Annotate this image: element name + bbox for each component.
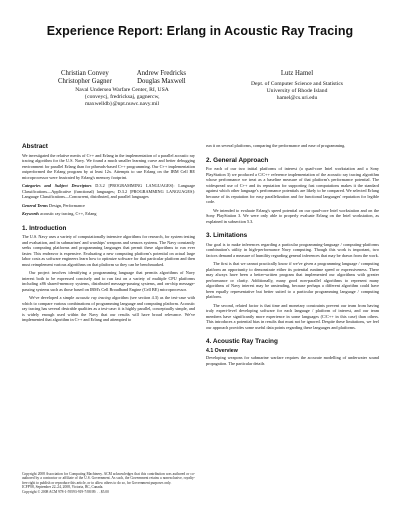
copyright-text: Copyright 2008 Association for Computing Machinery. ACM acknowledges that this contribution was authored or co-authored by a contractor or affiliate of the U.S. Government. As such, the Government retains a nonexclusive, royalty-free right to publish or reproduce this article, or to allow others to do so, for Government purposes only. (22, 472, 195, 485)
general-approach-paragraph: For each of our two initial platforms of interest (a quad-core Intel workstation and a Sony PlayStation 3) we produced a C/C++ reference implementation of the acoustic ray tracing algorithm whose performance we treat as a baseline measure of that platform's performance potential. The widespread use of C++ and its reputation for supporting fast computations makes it the standard against which other language's performance potentials are likely to be compared. We selected Erlang because of its reputation for easy parallelization and for functional languages' reputation for legible code. (206, 166, 379, 205)
limitations-paragraph: The second, related factor is that time and monetary constraints prevent our team from having truly expert-level developing software for each language / platform of interest, and our team members have significantly more experience in some languages (C/C++ in this case) than others. This introduces a potential bias in results that must not be ignored. Despite these limitations, we feel our approach provides some useful data points regarding these languages and platforms. (206, 302, 379, 330)
author-email: hamel@cs.uri.edu (276, 95, 318, 102)
general-terms-label: General Terms (22, 202, 48, 208)
limitations-paragraph: The first is that we cannot practically know if we've given a programming language / computing platform an opportunity to demonstrate either its potential runtime speed or expressiveness. There may always have been a better-written program that implemented our algorithms with greater performance or clarity. Additionally, many good non-parallel algorithms to represent many algorithms of Navy interest may be unsteading, because perhaps a different algorithm could have been equally representative but better suited to a particular programming language / computing platform. (206, 261, 379, 300)
general-approach-paragraph: We intended to evaluate Erlang's speed potential on our quad-core Intel workstation and on the Sony PlayStation 3. We were only able to properly evaluate Erlang on the Intel workstation, as explained in subsection 5.3. (206, 207, 379, 224)
author-group-uri (232, 70, 362, 102)
emphasis-text: acoustic ray tracing (75, 295, 111, 301)
left-column (22, 143, 195, 326)
text-run: We've developed a simple (29, 295, 76, 301)
author-names-column-a (58, 70, 112, 87)
author-names-column-b (137, 70, 186, 87)
author-name: Andrew Fredricks (136, 70, 186, 77)
overview-paragraph: Developing weapons for submarine warfare requires the accurate modelling of underwater sound propagation. The particular details (206, 355, 379, 366)
categories-text: D.3.2 [PROGRAMMING LANGUAGES]: Language Classifications—Applicative (functional) languages; D.3.2 [PROGRAMMING LANGUAGES]: Language Classifications—Concurrent, distributed, and parallel languages (22, 183, 195, 200)
copyright-line: Copyright © 2008 ACM 978-1-59593-919-7/08/09. . . $5.00 (22, 489, 109, 494)
categories-paragraph (22, 183, 195, 200)
limitations-heading: 3. Limitations (206, 232, 248, 240)
keywords-label: Keywords (22, 211, 39, 217)
copyright-notice (22, 472, 195, 494)
conference-info: ICFP'08, September 22–24, 2008, Victoria, BC, Canada. (22, 485, 104, 490)
author-affiliation: Naval Undersea Warfare Center, RI, USA (75, 86, 169, 93)
acoustic-ray-tracing-heading: 4. Acoustic Ray Tracing (206, 338, 278, 346)
text-run: algorithm (see section 4.3) as the test-case with which to compare various combinations of programming language and computing platform. Acoustic ray tracing has several desirable qualities as a test-case: it is highly parallel, conceptually simple, and is widely enough used within the Navy that our results will have broad relevance. We've implemented that algorithm in C++ and Erlang and attempted to (22, 295, 195, 323)
introduction-paragraph: The U.S. Navy uses a variety of computationally intensive algorithms for research, for system testing and evaluation, and in submarines' and warships' weapons and sensors systems. The Navy constantly seeks computing platforms and programming languages that permit these algorithms to run ever faster. This endeavor is expensive. Evaluating a new computing platform's potential on actual large labor costs as software engineers learn how to optimize software for that particular platform and then must reimplement various algorithms on that platform so they can be benchmarked. (22, 234, 195, 267)
general-approach-heading: 2. General Approach (206, 156, 269, 164)
author-name: Douglas Maxwell (137, 78, 186, 86)
abstract-heading: Abstract (22, 143, 48, 150)
author-emails: {conveycj, fredricksaj, gagnercw, maxwelldb}@npt.nuwc.navy.mil (84, 93, 160, 107)
author-affiliation: University of Rhode Island (266, 88, 328, 95)
overview-subheading: 4.1 Overview (206, 347, 238, 354)
right-column (206, 143, 379, 369)
keywords-text: acoustic ray tracing, C++, Erlang (40, 211, 97, 217)
abstract-text: We investigated the relative merits of C++ and Erlang in the implementation of a parallel acoustic ray tracing algorithm for the U.S. Navy. We found a much smaller learning curve and better debugging environment for parallel Erlang than for pthreads-based C++ programming. Our C++ implementation outperformed the Erlang program by at least 12x. Attempts to use Erlang on the IBM Cell BE microprocessor were frustrated by Erlang's memory footprint. (22, 152, 195, 180)
keywords-paragraph (22, 211, 195, 217)
author-group-nuwc (52, 70, 192, 108)
author-name: Lutz Hamel (280, 70, 314, 77)
general-terms-paragraph (22, 203, 195, 209)
paper-title: Experience Report: Erlang in Acoustic Ray Tracing (46, 24, 354, 38)
introduction-paragraph: Our project involves identifying a programming language that permits algorithms of Navy interest both to be expressed concisely and to run fast on a variety of multiple CPU platforms including x86 shared-memory systems, distributed message-passing systems, and on-chip message-passing systems such as those based on IBM's Cell Broadband Engine (Cell BE) microprocessor. (22, 270, 195, 292)
author-name: Christopher Gagner (58, 78, 112, 86)
limitations-paragraph: Our goal is to make inferences regarding a particular programming-language / computing-platforms combination's utility in high-performance Navy computing. Though this work is important, two factors demand a measure of humility regarding general inferences that may be drawn from the work. (206, 241, 379, 258)
introduction-paragraph (22, 295, 195, 323)
general-terms-text: Design, Performance (49, 202, 85, 208)
introduction-continued: run it on several platforms, comparing the performance and ease of programming. (206, 143, 346, 148)
introduction-heading: 1. Introduction (22, 224, 67, 232)
author-name: Christian Convey (61, 70, 109, 77)
categories-label: Categories and Subject Descriptors (22, 183, 92, 189)
author-affiliation: Dept. of Computer Science and Statistics (251, 81, 343, 88)
author-section (0, 70, 400, 130)
